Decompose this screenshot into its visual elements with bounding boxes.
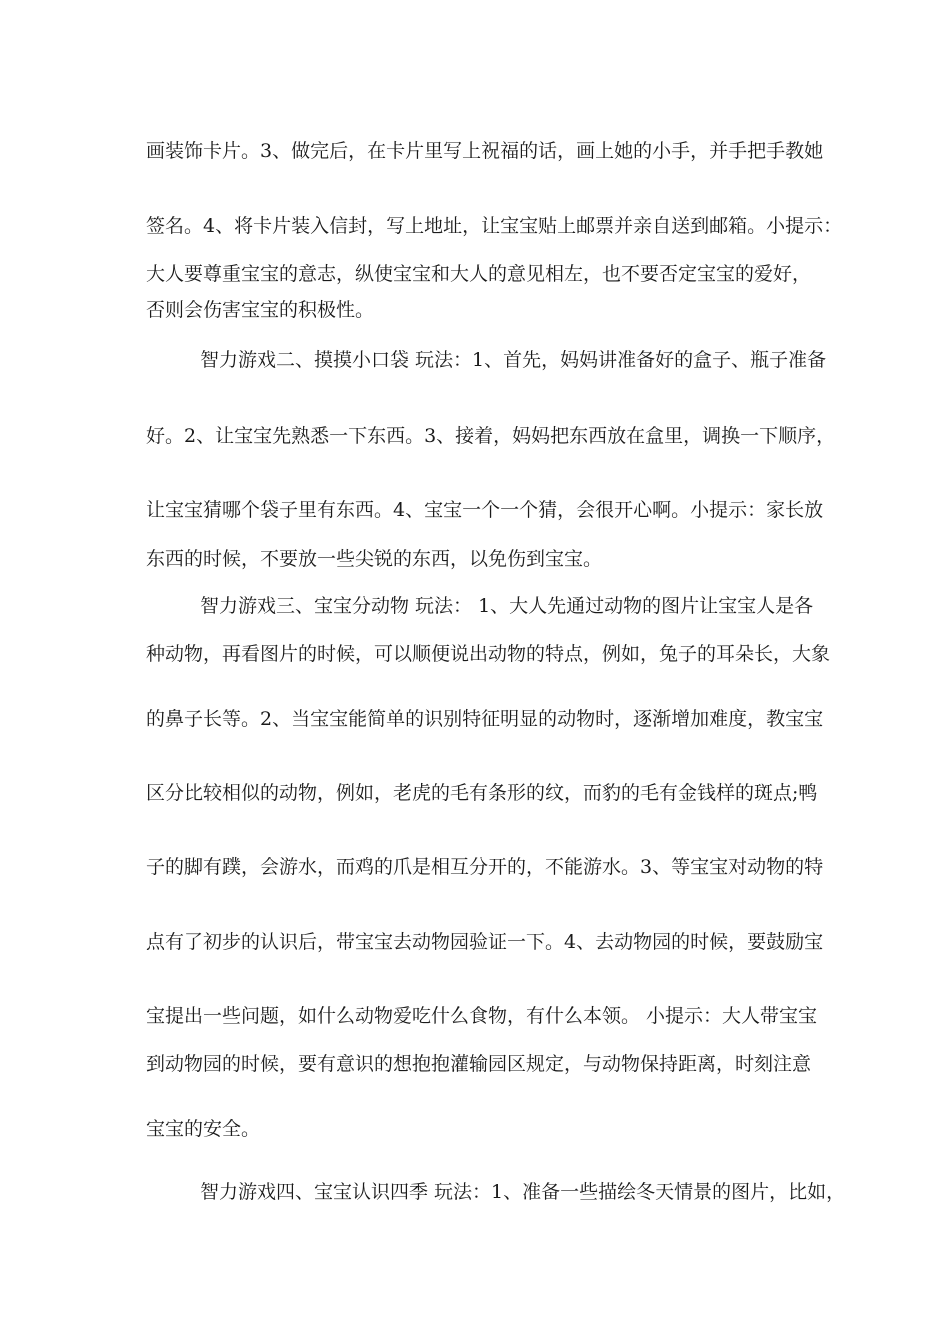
paragraph-start-line: 智力游戏三、宝宝分动物 玩法： 1、大人先通过动物的图片让宝宝人是各 bbox=[200, 595, 814, 617]
text-line: 让宝宝猜哪个袋子里有东西。4、宝宝一个一个猜，会很开心啊。小提示：家长放 bbox=[146, 499, 824, 521]
text-line: 东西的时候，不要放一些尖锐的东西，以免伤到宝宝。 bbox=[146, 548, 603, 570]
text-line: 宝提出一些问题，如什么动物爱吃什么食物，有什么本领。 小提示：大人带宝宝 bbox=[146, 1005, 818, 1027]
text-line: 大人要尊重宝宝的意志，纵使宝宝和大人的意见相左，也不要否定宝宝的爱好， bbox=[146, 263, 812, 285]
text-line: 到动物园的时候，要有意识的想抱抱灌输园区规定，与动物保持距离，时刻注意 bbox=[146, 1053, 812, 1075]
text-line: 画装饰卡片。3、做完后，在卡片里写上祝福的话，画上她的小手，并手把手教她 bbox=[146, 140, 824, 162]
text-line: 的鼻子长等。2、当宝宝能简单的识别特征明显的动物时，逐渐增加难度，教宝宝 bbox=[146, 708, 824, 730]
paragraph-start-line: 智力游戏四、宝宝认识四季 玩法：1、准备一些描绘冬天情景的图片，比如， bbox=[200, 1181, 846, 1203]
text-line: 签名。4、将卡片装入信封，写上地址，让宝宝贴上邮票并亲自送到邮箱。小提示： bbox=[146, 215, 843, 237]
paragraph-start-line: 智力游戏二、摸摸小口袋 玩法：1、首先，妈妈讲准备好的盒子、瓶子准备 bbox=[200, 349, 827, 371]
text-line: 宝宝的安全。 bbox=[146, 1118, 261, 1140]
text-line: 否则会伤害宝宝的积极性。 bbox=[146, 299, 375, 321]
text-line: 种动物，再看图片的时候，可以顺便说出动物的特点，例如，兔子的耳朵长，大象 bbox=[146, 643, 831, 665]
text-line: 好。2、让宝宝先熟悉一下东西。3、接着，妈妈把东西放在盒里，调换一下顺序， bbox=[146, 425, 836, 447]
text-line: 区分比较相似的动物，例如，老虎的毛有条形的纹，而豹的毛有金钱样的斑点;鸭 bbox=[146, 782, 818, 804]
text-line: 点有了初步的认识后，带宝宝去动物园验证一下。4、去动物园的时候，要鼓励宝 bbox=[146, 931, 824, 953]
text-line: 子的脚有蹼，会游水，而鸡的爪是相互分开的，不能游水。3、等宝宝对动物的特 bbox=[146, 856, 824, 878]
